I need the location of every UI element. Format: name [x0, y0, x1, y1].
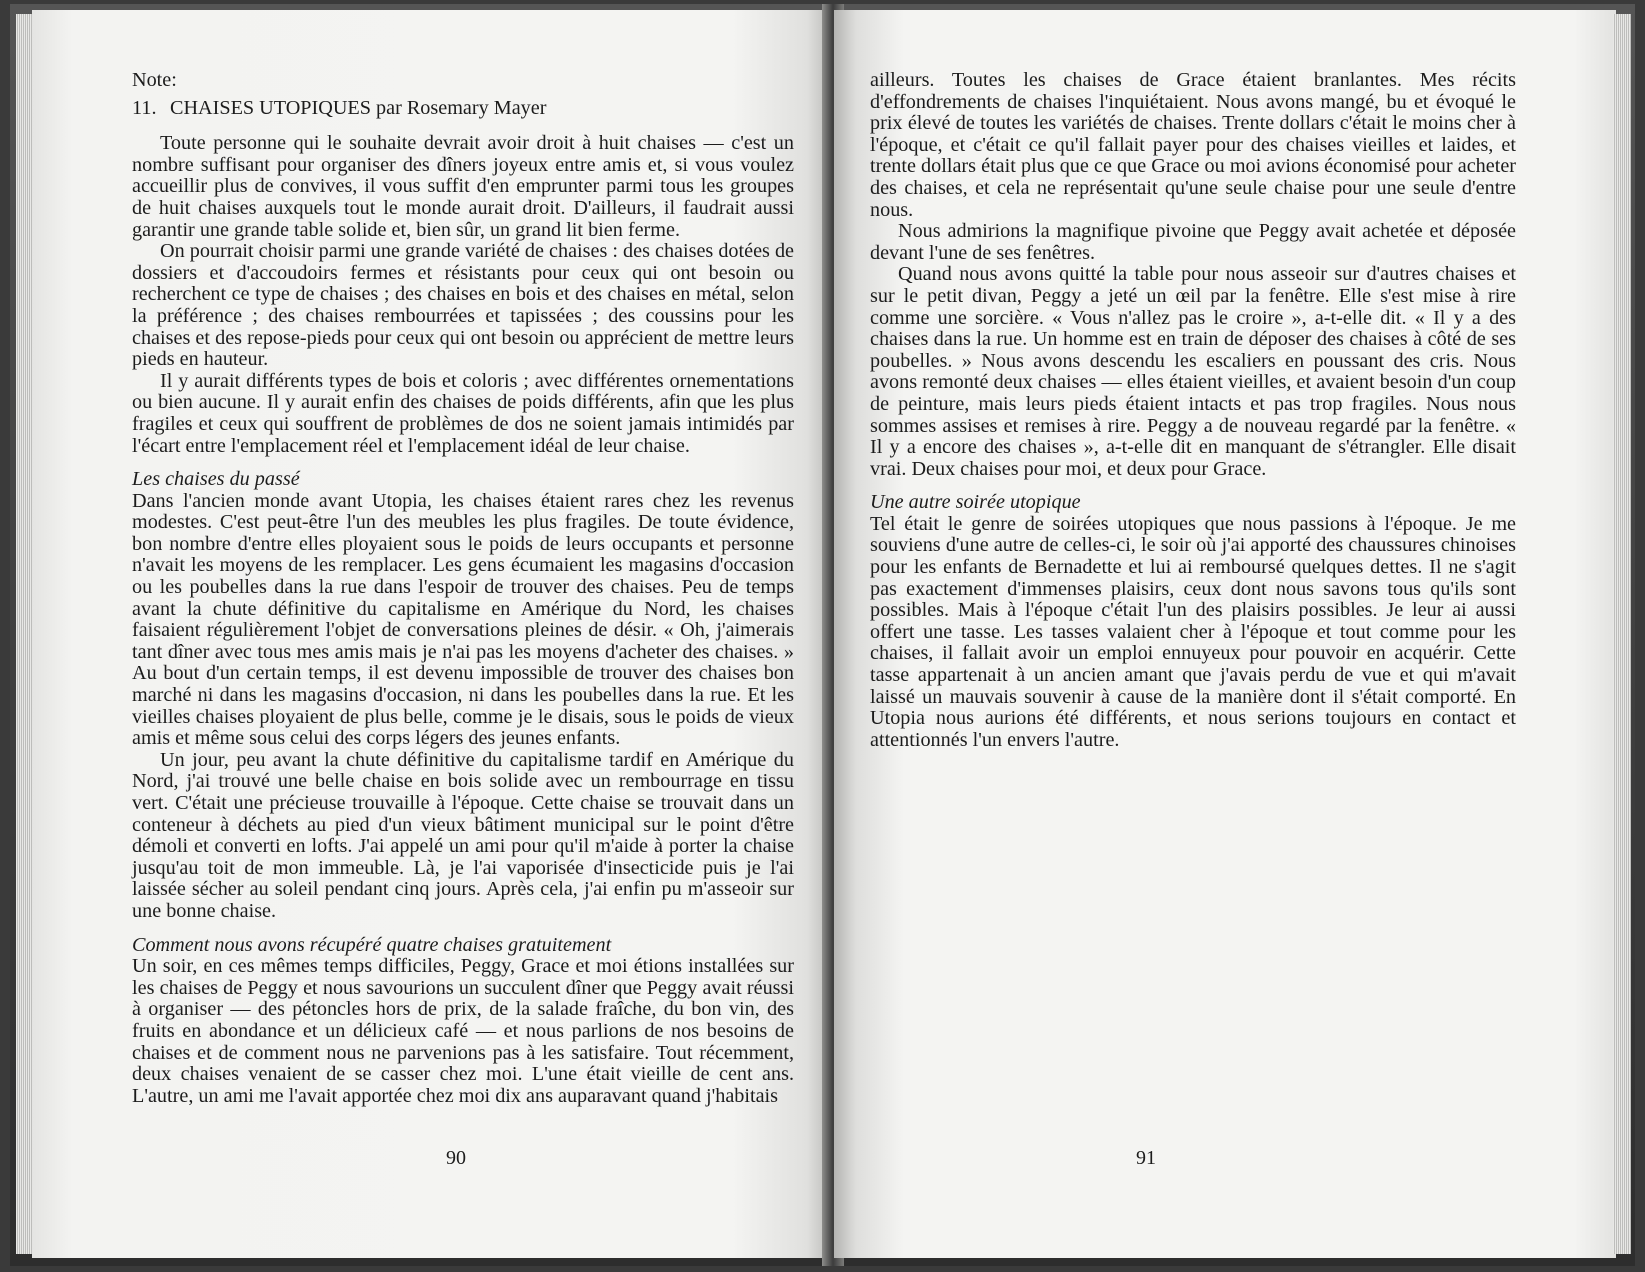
- peony-paragraph: Nous admirions la magnifique pivoine que Peggy avait achetée et déposée devant l'une de ses fenêtres.: [870, 220, 1516, 264]
- section-heading-utopian-evening: Une autre soirée utopique: [870, 491, 1081, 514]
- article-number: 11.: [132, 96, 157, 119]
- left-page-text: [132, 70, 794, 1107]
- page-number-right: 91: [1136, 1147, 1156, 1169]
- intro-paragraph-3: Il y aurait différents types de bois et coloris ; avec différentes ornementations ou bien aucune. Il y aurait enfin des chaises de poids différents, afin que les plus fragiles et ceux qui souffrent de problèmes de dos ne soient jamais intimidés par l'écart entre l'emplacement réel et l'emplacement idéal de leur chaise.: [132, 369, 794, 457]
- note-label: Note:: [132, 69, 177, 91]
- article-title-text: CHAISES UTOPIQUES par Rosemary Mayer: [170, 96, 547, 119]
- article-title: [132, 98, 794, 120]
- utopian-evening-paragraph: Tel était le genre de soirées utopiques que nous passions à l'époque. Je me souviens d'une autre de celles-ci, le soir où j'ai apporté des chaussures chinoises pour les enfants de Bernadette et lui ai remboursé quelques dettes. Il ne s'agit pas exactement d'immenses plaisirs, ceux dont nous savons tous qu'ils sont possibles. Mais à l'époque c'était l'un des plaisirs possibles. Je leur ai aussi offert une tasse. Les tasses valaient cher à l'époque et tout comme pour les chaises, il fallait avoir un emploi ennuyeux pour pouvoir en acquérir. Cette tasse appartenait à un ancien amant que j'avais perdu de vue et qui m'avait laissé un mauvais souvenir à cause de la manière dont il s'était comporté. En Utopia nous aurions été différents, et nous serions toujours en contact et attentionnés l'un envers l'autre.: [870, 512, 1516, 751]
- left-page: [32, 10, 832, 1258]
- street-chairs-paragraph: Quand nous avons quitté la table pour nous asseoir sur d'autres chaises et sur le petit divan, Peggy a jeté un œil par la fenêtre. Elle s'est mise à rire comme une sorcière. « Vous n'allez pas le croire », a-t-elle dit. « Il y a des chaises dans la rue. Un homme est en train de déposer des chaises à côté de ses poubelles. » Nous avons descendu les escaliers en poussant des cris. Nous avons remonté deux chaises — elles étaient vieilles, et avaient besoin d'un coup de peinture, mais leurs pieds étaient intacts et pas trop fragiles. Nous nous sommes assises et remises à rire. Peggy a de nouveau regardé par la fenêtre. « Il y a encore des chaises », a-t-elle dit en manquant de s'étrangler. Elle disait vrai. Deux chaises pour moi, et deux pour Grace.: [870, 263, 1516, 480]
- past-chairs-paragraph-1: Dans l'ancien monde avant Utopia, les chaises étaient rares chez les revenus modestes. C'est peut-être l'un des meubles les plus fragiles. De toute évidence, bon nombre d'entre elles ployaient sous le poids de leurs occupants et personne n'avait les moyens de les remplacer. Les gens écumaient les magasins d'occasion ou les poubelles dans la rue dans l'espoir de trouver des chaises. Peu de temps avant la chute définitive du capitalisme en Amérique du Nord, les chaises faisaient régulièrement l'objet de conversations pleines de désir. « Oh, j'aimerais tant dîner avec tous mes amis mais je n'ai pas les moyens d'acheter des chaises. » Au bout d'un certain temps, il est devenu impossible de trouver des chaises bon marché ni dans les magasins d'occasion, ni dans les poubelles dans la rue. Et les vieilles chaises ployaient de plus belle, comme je le disais, sous le poids de vieux amis et même sous celui des corps légers des jeunes enfants.: [132, 489, 794, 750]
- page-number-left: 90: [446, 1147, 466, 1169]
- past-chairs-paragraph-2: Un jour, peu avant la chute définitive du capitalisme tardif en Amérique du Nord, j'ai trouvé une belle chaise en bois solide avec un rembourrage en tissu vert. C'était une précieuse trouvaille à l'époque. Cette chaise se trouvait dans un conteneur à déchets au pied d'un vieux bâtiment municipal sur le point d'être démoli et converti en lofts. J'ai appelé un ami pour qu'il m'aide à porter la chaise jusqu'au toit de mon immeuble. Là, je l'ai vaporisée d'insecticide puis je l'ai laissée sécher au soleil pendant cinq jours. Après cela, j'ai enfin pu m'asseoir sur une bonne chaise.: [132, 748, 794, 922]
- intro-paragraph-2: On pourrait choisir parmi une grande variété de chaises : des chaises dotées de dossiers et d'accoudoirs fermes et résistants pour ceux qui ont besoin ou recherchent ce type de chaises ; des chaises en bois et des chaises en métal, selon la préférence ; des chaises rembourrées et tapissées ; des coussins pour les chaises et des repose-pieds pour ceux qui ont besoin ou apprécient de mettre leurs pieds en hauteur.: [132, 240, 794, 371]
- four-chairs-paragraph: Un soir, en ces mêmes temps difficiles, Peggy, Grace et moi étions installées sur les chaises de Peggy et nous savourions un succulent dîner que Peggy avait réussi à organiser — des pétoncles hors de prix, de la salade fraîche, du bon vin, des fruits en abondance et un délicieux café — et nous parlions de nos besoins de chaises et de comment nous ne parvenions pas à les satisfaire. Tout récemment, deux chaises venaient de se casser chez moi. L'une était vieille de cent ans. L'autre, un ami me l'avait apportée chez moi dix ans auparavant quand j'habitais: [132, 955, 794, 1107]
- continued-paragraph: ailleurs. Toutes les chaises de Grace étaient branlantes. Mes récits d'effondrements de chaises l'inquiétaient. Nous avons mangé, bu et évoqué le prix élevé de toutes les variétés de chaises. Trente dollars c'était le moins cher à l'époque, et c'était ce qu'il fallait payer pour des chaises vieilles et laides, et trente dollars était plus que ce que Grace ou moi avions économisé pour acheter des chaises, et cela ne représentait qu'une seule chaise pour une seule d'entre nous.: [870, 69, 1516, 221]
- right-page-edges: [1613, 14, 1631, 1254]
- right-page-text: [870, 70, 1516, 751]
- open-book: [10, 4, 1635, 1266]
- section-heading-past-chairs: Les chaises du passé: [132, 468, 300, 491]
- section-heading-four-chairs: Comment nous avons récupéré quatre chaises gratuitement: [132, 933, 612, 956]
- right-page: [834, 10, 1616, 1258]
- intro-paragraph-1: Toute personne qui le souhaite devrait avoir droit à huit chaises — c'est un nombre suffisant pour organiser des dîners joyeux entre amis et, si vous voulez accueillir plus de convives, il vous suffit d'en emprunter parmi tous les groupes de huit chaises auxquels tout le monde aurait droit. D'ailleurs, il faudrait aussi garantir une grande table solide et, bien sûr, un grand lit bien ferme.: [132, 132, 794, 241]
